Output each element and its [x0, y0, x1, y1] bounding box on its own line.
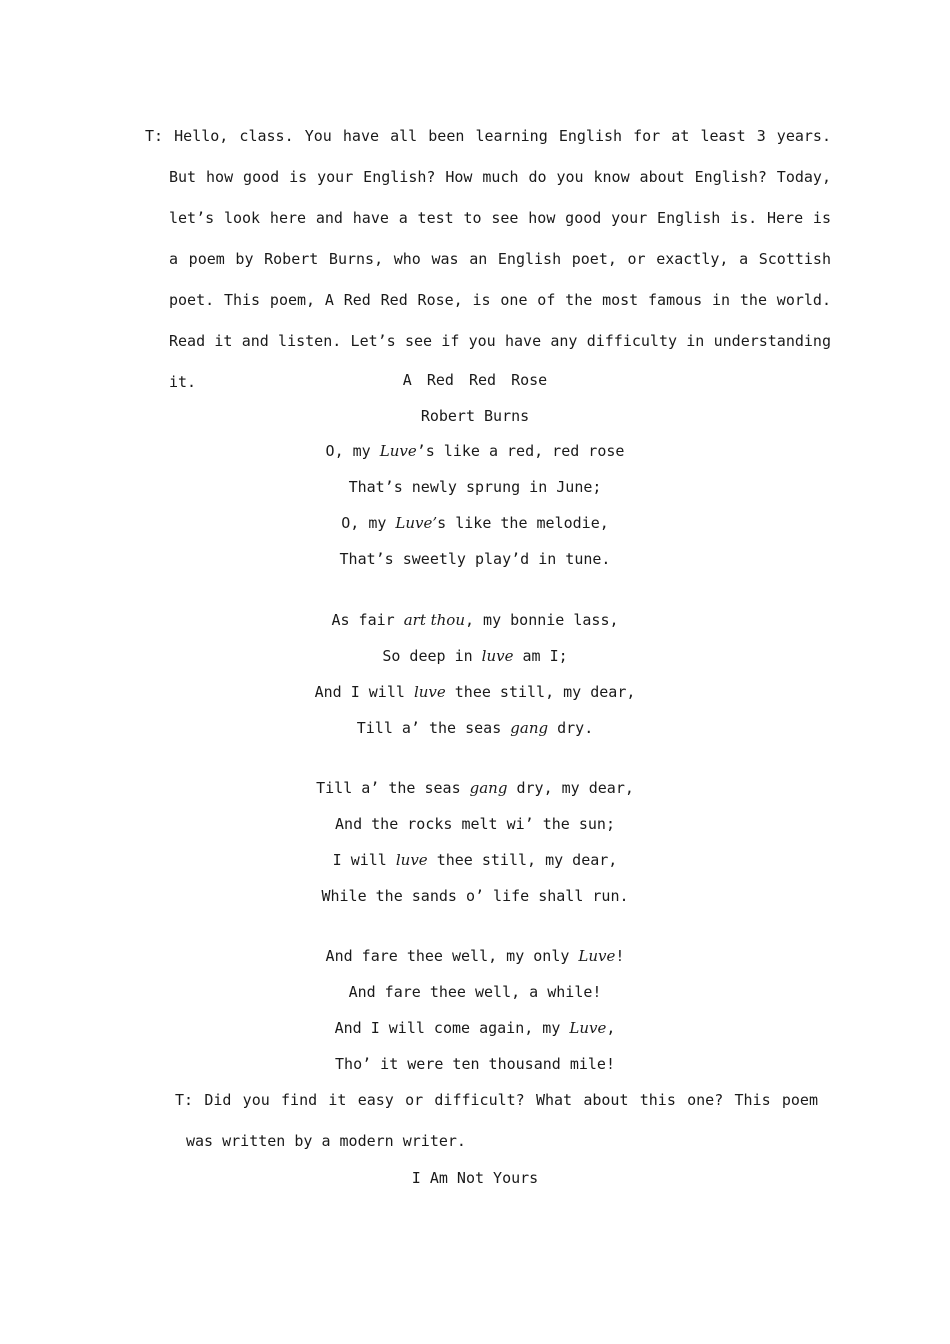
poem-stanza-3 [0, 770, 950, 914]
poem-text: thee still, my dear, [427, 851, 618, 869]
intro-paragraph: T: Hello, class. You have all been learning English for at least 3 years. But how good is your English? How much do you know about English? Today, let’s look here and have a test to see how good your English is. Here is a poem by Robert Burns, who was an English poet, or exactly, a Scottish poet. This poem, A Red Red Rose, is one of the most famous in the world. Read it and listen. Let’s see if you have any difficulty in understanding it. [145, 127, 831, 391]
poem-line [0, 974, 950, 1010]
poem-text: O, my [341, 514, 396, 532]
poem-text: And I will come again, my [334, 1019, 570, 1037]
poem-line [0, 638, 950, 674]
poem-text: , [606, 1019, 616, 1037]
poem-line [0, 433, 950, 469]
poem-stanza-1 [0, 433, 950, 577]
poem-author: Robert Burns [420, 407, 530, 425]
poem-line [0, 806, 950, 842]
poem-line [0, 1046, 950, 1082]
poem-text: That’s sweetly play’d in tune. [339, 550, 611, 568]
poem-line [0, 541, 950, 577]
poem-line [0, 505, 950, 541]
poem-italic-word: Luve’ [395, 514, 438, 532]
poem-text: As fair [331, 611, 404, 629]
poem-line [0, 710, 950, 746]
poem-text: , my bonnie lass, [465, 611, 619, 629]
poem-text: Till a’ the seas [356, 719, 511, 737]
poem-text: thee still, my dear, [445, 683, 636, 701]
poem-text: dry. [548, 719, 594, 737]
poem-text: And the rocks melt wi’ the sun; [335, 815, 615, 833]
poem-text: I will [332, 851, 396, 869]
poem-italic-word: gang [510, 719, 549, 737]
poem-text: Till a’ the seas [316, 779, 470, 797]
poem-text: And fare thee well, a while! [348, 983, 602, 1001]
poem-line [0, 674, 950, 710]
poem-italic-word: Luve [578, 947, 616, 965]
poem-italic-word: gang [469, 779, 508, 797]
poem-line [0, 842, 950, 878]
poem-text: While the sands o’ life shall run. [321, 887, 629, 905]
poem-line [0, 602, 950, 638]
poem-stanza-4 [0, 938, 950, 1082]
poem-line [0, 938, 950, 974]
poem-text: So deep in [382, 647, 482, 665]
poem-text: O, my [325, 442, 380, 460]
poem-italic-word: art thou [403, 611, 465, 629]
poem-stanza-2 [0, 602, 950, 746]
poem-text: am I; [513, 647, 568, 665]
poem-line [0, 469, 950, 505]
poem-italic-word: luve [395, 851, 428, 869]
poem-text: ! [615, 947, 625, 965]
poem-italic-word: Luve [569, 1019, 607, 1037]
poem-text: And fare thee well, my only [325, 947, 579, 965]
poem-italic-word: Luve [379, 442, 417, 460]
poem-text: Tho’ it were ten thousand mile! [335, 1055, 615, 1073]
poem-text: ’s like a red, red rose [416, 442, 625, 460]
poem-italic-word: luve [481, 647, 514, 665]
poem-text: And I will [314, 683, 414, 701]
poem-line [0, 770, 950, 806]
poem-text: dry, my dear, [507, 779, 634, 797]
poem-text: s like the melodie, [437, 514, 609, 532]
poem-line [0, 878, 950, 914]
second-paragraph: T: Did you find it easy or difficult? What about this one? This poem was written by a modern writer. [175, 1091, 818, 1150]
poem-text: That’s newly sprung in June; [348, 478, 602, 496]
poem-line [0, 1010, 950, 1046]
poem-title: A Red Red Rose [402, 371, 548, 389]
second-poem-title: I Am Not Yours [411, 1169, 539, 1187]
poem-italic-word: luve [413, 683, 446, 701]
